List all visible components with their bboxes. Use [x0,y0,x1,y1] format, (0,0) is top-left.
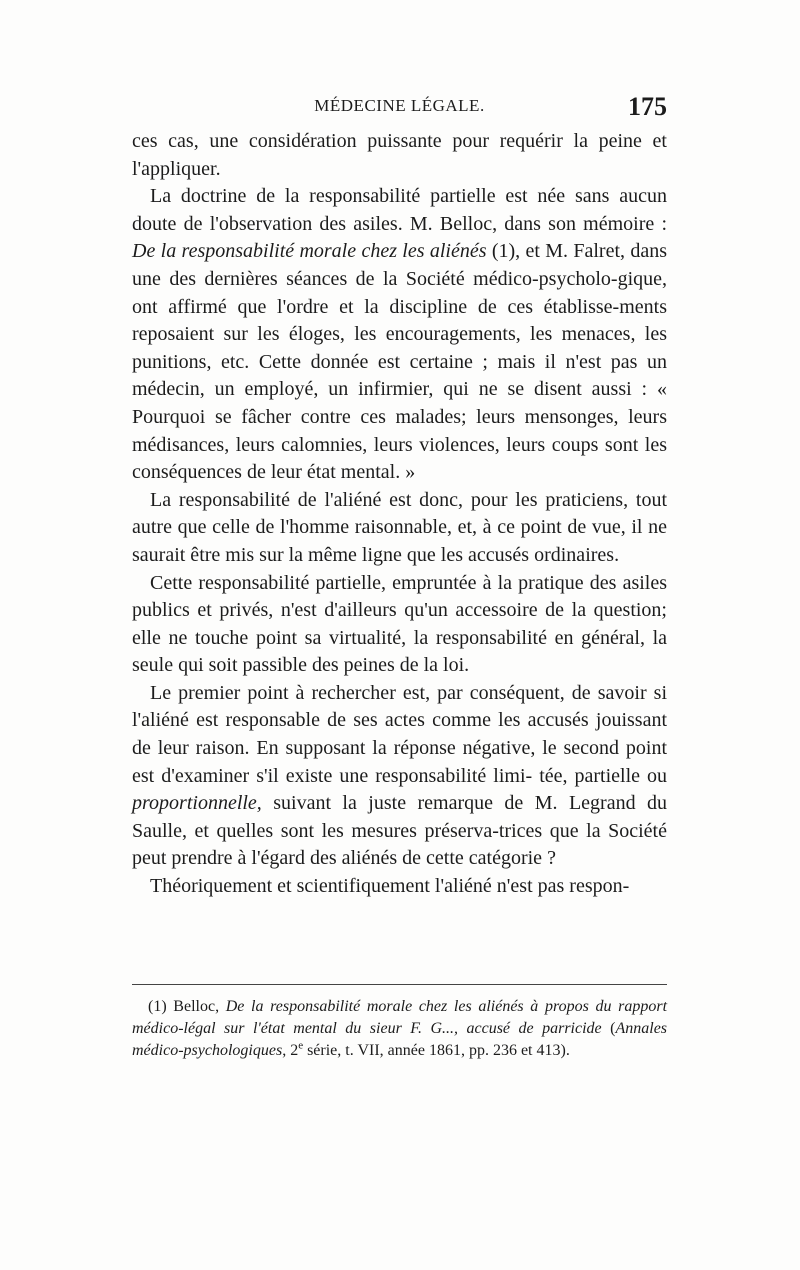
paragraph-accessory [132,570,667,680]
text-line: Cette responsabilité partielle, empruntée à la pratique des [150,571,617,594]
running-title: MÉDECINE LÉGALE. [314,96,485,115]
work-title-italic: De la responsabilité morale chez les aliénés [132,240,487,263]
superscript: e [298,1039,304,1052]
text-line: Théoriquement et scientifiquement l'aliéné n'est pas respon- [150,875,630,898]
text-line: M. Legrand du Saulle, et quelles sont les mesures préserva- [132,792,667,842]
paragraph-partial-responsibility [132,183,667,487]
text-line: (1), et M. Falret, [486,240,625,263]
footnote-text-part: série, t. VII, année 1861, pp. 236 et 413). [303,1042,570,1059]
paragraph-first-point [132,680,667,873]
page-number: 175 [628,92,667,121]
text-line: mensonges, leurs médisances, leurs calomnies, leurs violences, [132,405,667,456]
running-head [132,92,667,122]
text-line: second point est d'examiner s'il existe une responsabilité limi- [132,737,668,787]
footnote [132,996,667,1062]
footnote-journal: Annales médico-psychologiques [132,1020,668,1059]
footnote-rule [132,984,667,985]
text-line: n'est pas un médecin, un employé, un infirmier, qui ne se [132,350,667,401]
text-line: La doctrine de la responsabilité partielle est née sans aucun [150,185,667,208]
main-text [132,128,667,901]
text-line: vue, il ne saurait être mis sur la même ligne que les accusés [132,516,667,566]
text-line: ordinaires. [534,543,620,566]
text-line: asiles publics et privés, n'est d'ailleurs qu'un accessoire de la [132,571,667,622]
text-line: tée, partielle ou [539,764,668,787]
text-line: général, la seule qui soit passible des peines de la loi. [132,626,668,677]
text-line: suivant la juste remarque de [261,792,524,815]
text-line: doute de l'observation des asiles. M. Belloc, dans son mémoire : [132,212,667,235]
footnote-marker: (1) Belloc, [148,998,226,1015]
footnote-text-part: , 2 [282,1042,299,1059]
text-line: trices que la Société peut prendre à l'égard des aliénés de cette [132,819,667,870]
text-line: ces cas, une considération puissante pour requérir la peine et [132,130,667,152]
text-line: l'appliquer. [132,157,221,180]
text-line: ments reposaient sur les éloges, les encouragements, les [132,295,667,346]
emphasis-italic: proportionnelle, [132,792,262,815]
text-line: question; elle ne touche point sa virtualité, la responsabilité en [132,599,667,649]
text-line: tout autre que celle de l'homme raisonnable, et, à ce point de [132,488,668,539]
paragraph-practitioners [132,487,667,570]
footnote-text [132,996,667,1062]
text-line: menaces, les punitions, etc. Cette donnée est certaine ; mais il [132,323,667,373]
text-line: Le premier point à rechercher est, par conséquent, de [150,681,591,704]
text-line: dans une des dernières séances de la Société médico-psycholo- [132,240,667,290]
footnote-work-title: De la responsabilité morale chez les aliénés à propos du rapport médico-légal sur l'état mental du sieur F. G..., accusé de parricide [132,998,668,1037]
text-line: La responsabilité de l'aliéné est donc, pour les praticiens, [150,488,629,511]
text-line: jouissant de leur raison. En supposant la réponse négative, le [132,709,668,760]
text-line: leurs coups sont les conséquences de leur état mental. » [132,433,668,484]
paragraph-theoretically [132,873,667,901]
footnote-text-part: ( [601,1020,616,1037]
text-line: disent aussi : « Pourquoi se fâcher contre ces malades; leurs [132,378,667,428]
text-line: catégorie ? [468,847,556,870]
text-line: savoir si l'aliéné est responsable de ses actes comme les accusés [132,681,668,732]
paragraph-continuation [132,128,667,183]
text-line: gique, ont affirmé que l'ordre et la discipline de ces établisse- [132,267,667,318]
